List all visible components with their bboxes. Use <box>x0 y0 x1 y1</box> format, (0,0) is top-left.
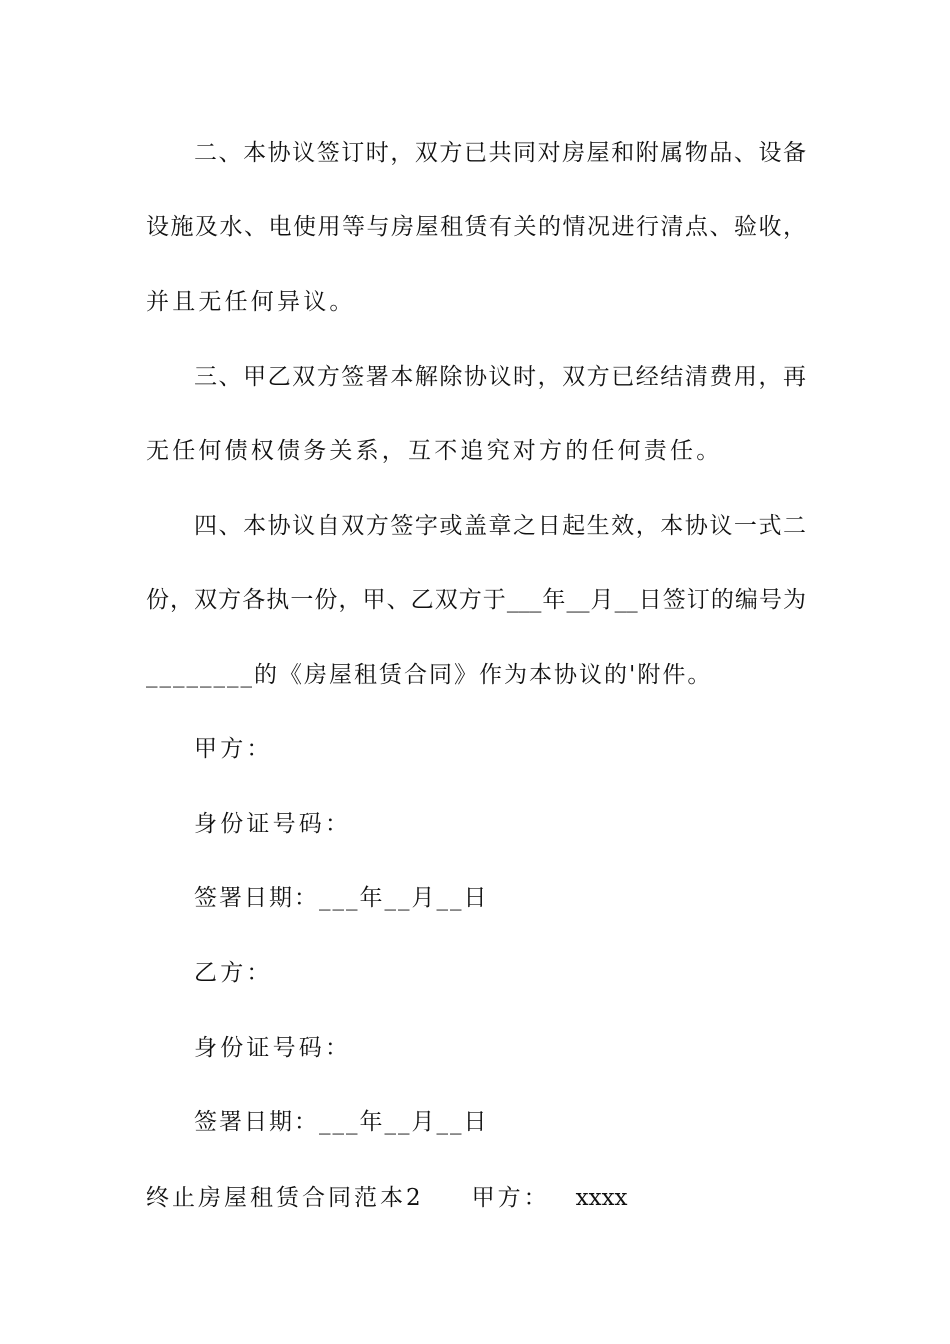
footer-line <box>146 1183 628 1213</box>
party-b-label: 乙方： <box>194 960 273 986</box>
party-b-date-label: 签署日期：___年__月__日 <box>194 1109 489 1135</box>
party-b-id-label: 身份证号码： <box>194 1035 352 1061</box>
clause-3-line-2: 无任何债权债务关系，互不追究对方的任何责任。 <box>146 438 723 464</box>
template-title: 终止房屋租赁合同范本2 <box>146 1185 424 1211</box>
clause-4-line-2: 份，双方各执一份，甲、乙双方于___年__月__日签订的编号为 <box>146 587 806 613</box>
clause-4-line-1: 四、本协议自双方签字或盖章之日起生效，本协议一式二 <box>194 513 806 539</box>
party-a-id-label: 身份证号码： <box>194 811 352 837</box>
party-a-date-label: 签署日期：___年__月__日 <box>194 885 489 911</box>
clause-3-line-1: 三、甲乙双方签署本解除协议时，双方已经结清费用，再 <box>194 364 806 390</box>
footer-party-label: 甲方： <box>471 1185 550 1211</box>
footer-party-value: xxxx <box>575 1185 628 1211</box>
clause-2-line-1: 二、本协议签订时，双方已共同对房屋和附属物品、设备 <box>194 140 806 166</box>
clause-4-line-3: ________的《房屋租赁合同》作为本协议的'附件。 <box>146 662 713 688</box>
clause-2-line-3: 并且无任何异议。 <box>146 289 356 315</box>
clause-2-line-2: 设施及水、电使用等与房屋租赁有关的情况进行清点、验收， <box>146 214 806 240</box>
party-a-label: 甲方： <box>194 736 273 762</box>
